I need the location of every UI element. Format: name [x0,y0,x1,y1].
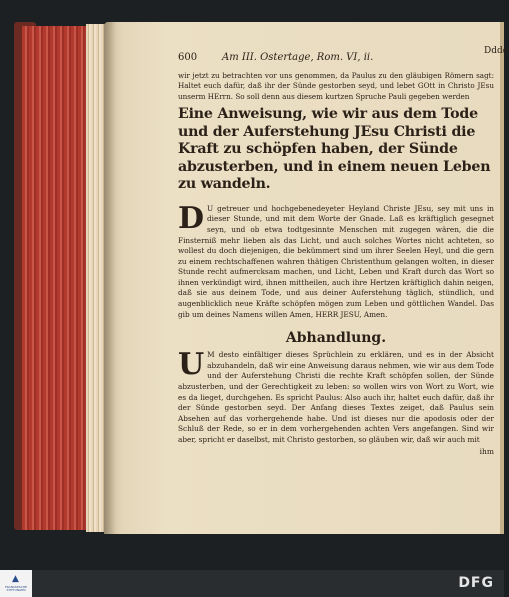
dfg-logo[interactable]: DFG [458,575,494,591]
body-text: M desto einfältiger dieses Sprüchlein zu erklären, und es in der Absicht abzuhandeln, daß wir eine Anweisung daraus nehmen, wie wir aus dem Tode und der Auferstehung Christi die rechte Kraft schöpfen sollen, der Sünde abzusterben, und der Gerechtigkeit zu leben: so wollen wirs von Wort zu Wort, wie es da lieget, durchgehen. Es spricht Paulus: Also auch ihr, haltet euch dafür, daß ihr der Sünde gestorben seyd. Der Anfang dieses Textes zeiget, daß Paulus sein Absehen auf das vorhergehende habe. Und ist dieses nur die apodosis oder der Schluß der Rede, so er in dem vorhergehenden achten Vers angefangen. Sind wir aber, spricht er daselbst, mit Christo gestorben, so gläuben wir, daß wir auch mit [178,350,494,444]
section-title: Abhandlung. [285,330,387,347]
running-head [178,46,509,68]
running-title: Am III. Ostertage, Rom. VI, ii. [222,52,374,63]
signature-mark: Dddd [484,46,509,56]
page-number: 600 [178,52,198,63]
franckesche-stiftungen-logo[interactable] [0,570,32,597]
sermon-headline: Eine Anweisung, wie wir aus dem Tode und der Auferstehung JEsu Christi die Kraft zu schöpfen haben, der Sünde abzusterben, und in einem neuen Leben zu wandeln. [178,106,491,193]
foundation-logo-text: FRANCKESCHE STIFTUNGEN [4,585,28,593]
catchword: ihm [479,446,494,456]
page-text-block [178,46,509,456]
prayer-text: U getreuer und hochgebenedeyeter Heyland Christe JEsu, sey mit uns in dieser Stunde, und mit dem Worte der Gnade. Laß es kräftiglich gesegnet seyn, und ob etwa todtgesinnte Menschen mit zugegen wären, die die Finsterniß mehr lieben als das Licht, und auch solches Wortes nicht achteten, so wollest du doch diejenigen, die bekümmert sind um ihrer Seelen Heyl, und die gern zu einem rechtschaffenen wahren thätigen Christenthum gelangen wolten, in dieser Stunde recht aufmercksam machen, und Licht, Leben und Kraft durch das Wort so ihnen verkündigt wird, ihnen mittheilen, auch ihre Hertzen kräftiglich dahin neigen, daß sie aus deinem Tode, und aus deiner Auferstehung täglich, stündlich, und augenblicklich neue Kräfte schöpfen mögen zum Leben und göttlichen Wandel. Das gib um deines Namens willen Amen, HERR JESU, Amen. [178,203,494,319]
viewer-footer [0,570,504,597]
body-paragraph [178,347,494,445]
page-right-edge [500,22,504,534]
body-initial: U [178,347,205,383]
gutter-shadow [104,22,116,534]
intro-paragraph: wir jetzt zu betrachten vor uns genommen, da Paulus zu den gläubigen Römern sagt: Haltet euch dafür, daß ihr der Sünde gestorben seyd, und lebet GOtt in Christo JEsu unserm HErrn. So soll denn aus diesem kurtzen Spruche Pauli gegeben werden [178,71,494,101]
foundation-emblem-icon: ▲ [12,574,19,584]
prayer-initial: D [178,200,205,236]
prayer-paragraph [178,200,494,321]
